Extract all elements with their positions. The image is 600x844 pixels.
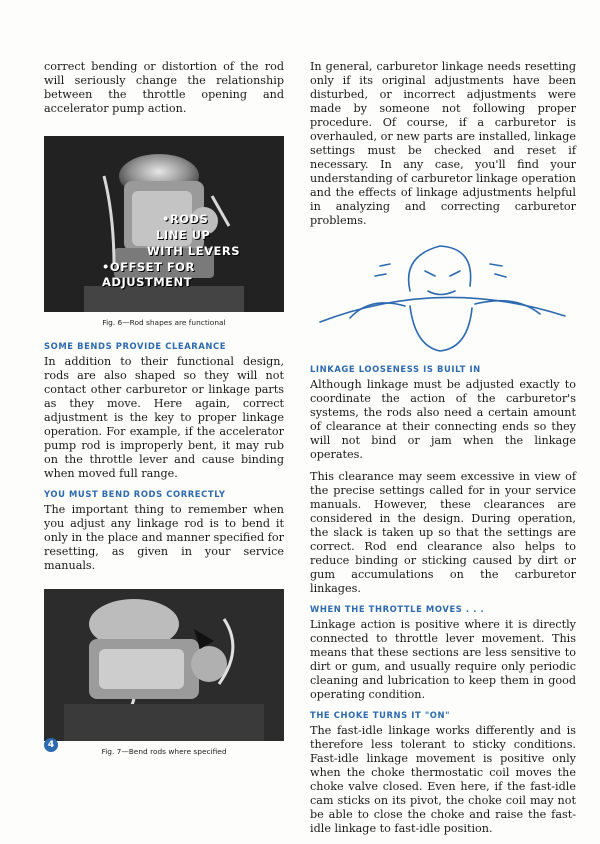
left-paragraph-1: correct bending or distortion of the rod will seriously change the relationship between the throttle opening and accelerator pump action. xyxy=(44,60,284,115)
heading-some-bends: SOME BENDS PROVIDE CLEARANCE xyxy=(44,341,227,351)
fig6-photo xyxy=(44,136,284,312)
left-paragraph-3: The important thing to remember when you adjust any linkage rod is to bend it only in the place and manner specified for resetting, as given in your service manuals. xyxy=(44,503,284,572)
page-number-badge: 4 xyxy=(44,738,58,752)
right-paragraph-1: In general, carburetor linkage needs resetting only if its original adjustments have been disturbed, or incorrect adjustments were made by someone not following proper procedure. Of course, if a carburetor is overhauled, or new parts are installed, linkage settings must be checked and reset if necessary. In any case, you'll find your understanding of carburetor linkage operation and the effects of linkage adjustments helpful in analyzing and correcting carburetor problems. xyxy=(310,60,576,227)
right-column xyxy=(310,60,576,844)
heading-throttle-moves: WHEN THE THROTTLE MOVES . . . xyxy=(310,604,485,614)
fig7-caption: Fig. 7—Bend rods where specified xyxy=(101,747,227,756)
heading-bend-rods: YOU MUST BEND RODS CORRECTLY xyxy=(44,489,226,499)
fig6-overlay-offset: •OFFSET FOR ADJUSTMENT xyxy=(102,260,195,289)
mechanic-illustration xyxy=(310,236,576,356)
fig6-overlay-rods: •RODS xyxy=(162,212,209,226)
left-column xyxy=(44,60,284,766)
heading-choke-turns: THE CHOKE TURNS IT "ON" xyxy=(310,710,451,720)
right-paragraph-3: This clearance may seem excessive in view of the precise settings called for in your service manuals. However, these clearances are considered in the design. During operation, the slack is taken up so that the settings are correct. Rod end clearance also helps to reduce binding or sticking caused by dirt or gum accumulations on the carburetor linkages. xyxy=(310,470,576,595)
fig6-overlay-line-up: LINE UP xyxy=(156,228,211,242)
heading-linkage-looseness: LINKAGE LOOSENESS IS BUILT IN xyxy=(310,364,481,374)
left-paragraph-2: In addition to their functional design, rods are also shaped so they will not contact other carburetor or linkage parts as they move. Here again, correct adjustment is the key to proper linkage operation. For example, if the accelerator pump rod is improperly bent, it may rub on the throttle lever and cause binding when moved full range. xyxy=(44,355,284,480)
right-paragraph-5: The fast-idle linkage works differently and is therefore less tolerant to sticky conditions. Fast-idle linkage movement is positive only when the choke thermostatic coil moves the choke valve closed. Even here, if the fast-idle cam sticks on its pivot, the choke coil may not be able to close the choke and raise the fast-idle linkage to fast-idle position. xyxy=(310,724,576,835)
fig7-photo xyxy=(44,589,284,741)
fig6-overlay-with-levers: WITH LEVERS xyxy=(147,244,241,258)
carburetor-image-2 xyxy=(44,589,284,741)
right-paragraph-2: Although linkage must be adjusted exactly to coordinate the action of the carburetor's systems, the rods also need a certain amount of clearance at their connecting ends so they will not bind or jam when the linkage operates. xyxy=(310,378,576,461)
fig6-caption: Fig. 6—Rod shapes are functional xyxy=(102,318,226,327)
right-paragraph-4: Linkage action is positive where it is directly connected to throttle lever movement. This means that these sections are less sensitive to dirt or gum, and usually require only periodic cleaning and lubrication to keep them in good operating condition. xyxy=(310,618,576,701)
